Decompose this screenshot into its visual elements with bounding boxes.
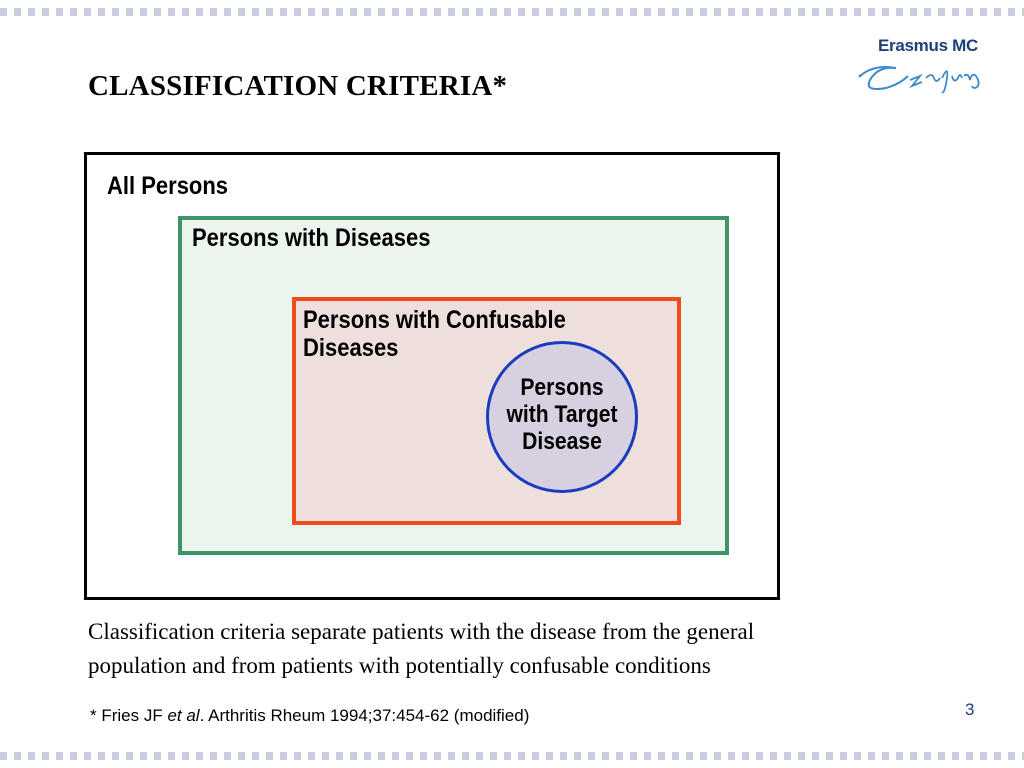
footnote-italic: et al [167,706,200,725]
target-disease-label [489,374,635,455]
confusable-label-line2: Diseases [303,334,399,362]
caption-line2: population and from patients with potentially confusable conditions [88,653,711,678]
footnote-prefix: * Fries JF [90,706,168,725]
target-disease-circle [486,341,638,493]
caption-text [88,615,948,683]
logo-wordmark: Erasmus MC [878,36,978,55]
all-persons-box [84,152,780,600]
target-label-line1: Persons [520,374,604,401]
persons-with-diseases-label: Persons with Diseases [192,224,431,252]
citation-footnote [90,706,529,726]
persons-with-diseases-box [178,216,729,555]
erasmus-mc-logo [856,34,1006,100]
confusable-label-line1: Persons with Confusable [303,306,566,334]
top-dotted-border [0,8,1024,16]
target-label-line3: Disease [522,428,602,455]
slide-title: CLASSIFICATION CRITERIA* [88,70,508,102]
target-label-line2: with Target [506,401,618,428]
confusable-diseases-box [292,297,681,525]
caption-line1: Classification criteria separate patients with the disease from the general [88,619,755,644]
all-persons-label: All Persons [107,172,229,200]
bottom-dotted-border [0,752,1024,760]
page-number: 3 [965,700,975,719]
footnote-suffix: . Arthritis Rheum 1994;37:454-62 (modified) [199,706,530,725]
logo-script-mark [856,54,1006,94]
